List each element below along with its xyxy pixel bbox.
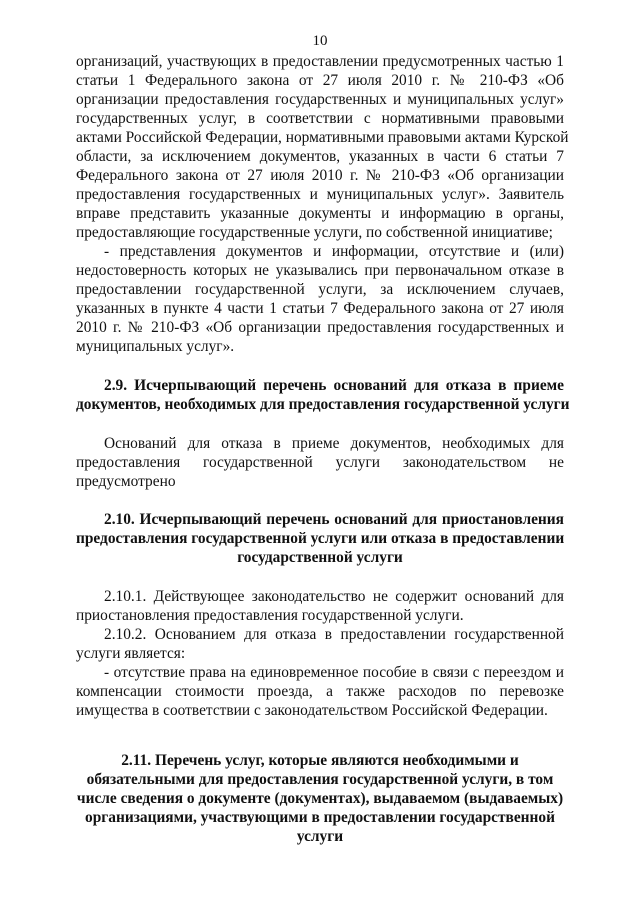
text-line: услуги является:	[76, 645, 186, 662]
text-line: - представления документов и информации, отсутствие и (или)	[104, 243, 564, 260]
text-line: предусмотрено	[76, 473, 176, 490]
text-line: вправе представить указанные документы и информацию в органы,	[76, 205, 564, 222]
text-line: области, за исключением документов, указанных в части 6 статьи 7	[76, 148, 564, 165]
section-heading-2-11: услуги	[296, 828, 344, 845]
text-line: имущества в соответствии с законодательством Российской Федерации.	[76, 702, 548, 719]
text-line: Оснований для отказа в приеме документов, необходимых для	[104, 435, 564, 452]
text-line: организации предоставления государственных и муниципальных услуг»	[76, 91, 564, 108]
section-heading-2-11: числе сведения о документе (документах), выдаваемом (выдаваемых)	[76, 790, 564, 807]
text-line: организаций, участвующих в предоставлении предусмотренных частью 1	[76, 53, 564, 70]
section-heading-2-11: 2.11. Перечень услуг, которые являются необходимыми и	[121, 752, 519, 769]
text-line: предоставлении государственной услуги, за исключением случаев,	[76, 281, 564, 298]
text-line: 2.10.1. Действующее законодательство не содержит оснований для	[104, 588, 564, 605]
text-line: государственных услуг, в соответствии с нормативными правовыми	[76, 110, 564, 127]
text-line: - отсутствие права на единовременное пособие в связи с переездом и	[104, 664, 564, 681]
text-line: Федерального закона от 27 июля 2010 г. № 210-ФЗ «Об организации	[76, 167, 564, 184]
section-heading-2-10: государственной услуги	[237, 549, 403, 566]
section-heading-2-11: обязательными для предоставления государственной услуги, в том	[86, 771, 554, 788]
text-line: компенсации стоимости проезда, а также расходов по перевозке	[76, 683, 564, 700]
section-heading-2-11: организациями, участвующими в предоставлении государственной	[85, 809, 555, 826]
section-heading-2-9: 2.9. Исчерпывающий перечень оснований для отказа в приеме	[104, 377, 564, 394]
text-line: предоставления государственной услуги законодательством не	[76, 454, 564, 471]
text-line: актами Российской Федерации, нормативными правовыми актами Курской	[76, 129, 569, 146]
section-heading-2-9: документов, необходимых для предоставления государственной услуги	[76, 396, 570, 413]
text-line: предоставляющие государственные услуги, по собственной инициативе;	[76, 224, 553, 241]
text-line: 2010 г. № 210-ФЗ «Об организации предоставления государственных и	[76, 319, 564, 336]
text-line: муниципальных услуг».	[76, 338, 235, 355]
section-heading-2-10: предоставления государственной услуги или отказа в предоставлении	[76, 530, 565, 547]
text-line: статьи 1 Федерального закона от 27 июля 2010 г. № 210-ФЗ «Об	[76, 72, 564, 89]
text-line: 2.10.2. Основанием для отказа в предоставлении государственной	[104, 626, 564, 643]
page-number: 10	[312, 33, 328, 49]
text-line: указанных в пункте 4 части 1 статьи 7 Федерального закона от 27 июля	[76, 300, 564, 317]
text-line: приостановления предоставления государственной услуги.	[76, 607, 464, 624]
text-line: предоставления государственных и муниципальных услуг». Заявитель	[76, 186, 564, 203]
section-heading-2-10: 2.10. Исчерпывающий перечень оснований для приостановления	[104, 511, 564, 528]
text-line: недостоверность которых не указывались при первоначальном отказе в	[76, 262, 564, 279]
